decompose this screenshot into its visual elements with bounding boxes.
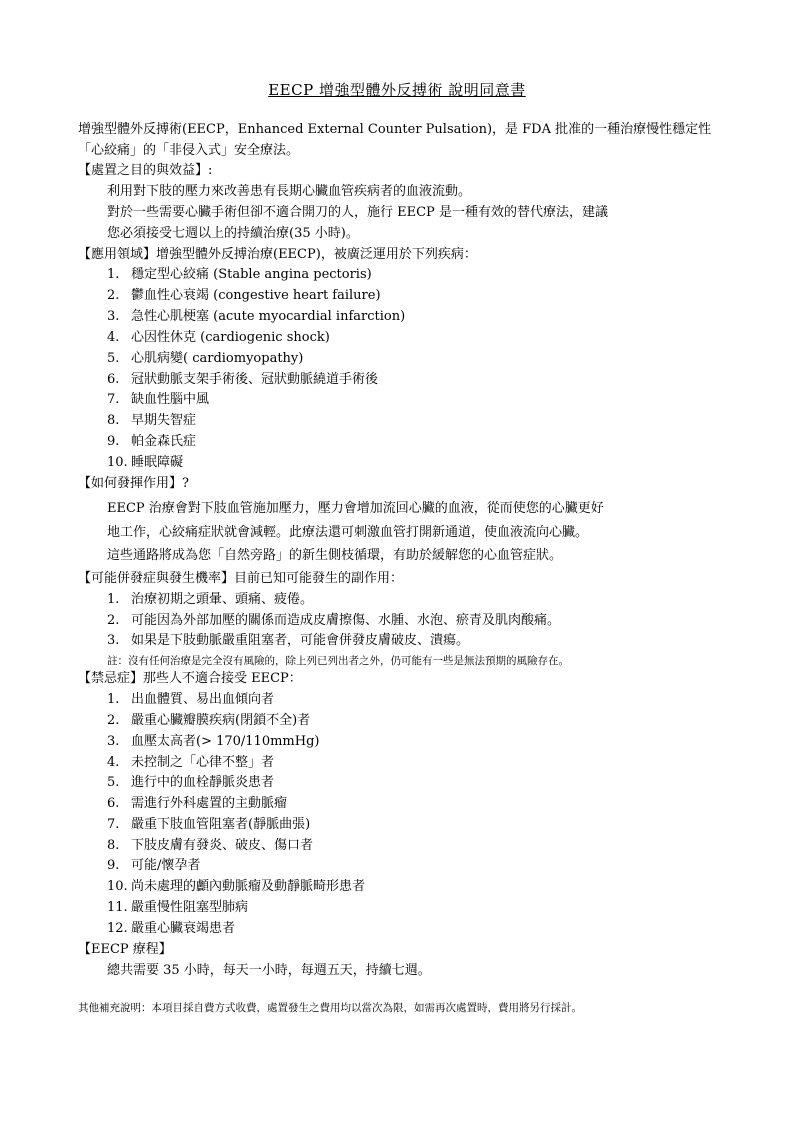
purpose-line: 您必須接受七週以上的持續治療(35 小時)。 xyxy=(107,226,359,241)
item-text: 血壓太高者(> 170/110mmHg) xyxy=(131,734,320,749)
item-number: 2. xyxy=(107,613,120,628)
item-number: 11. xyxy=(107,900,128,915)
application-item xyxy=(107,411,196,431)
application-item xyxy=(107,453,183,473)
application-item xyxy=(107,349,303,369)
item-text: 治療初期之頭暈、頭痛、疲倦。 xyxy=(131,592,314,607)
item-text: 心因性休克 (cardiogenic shock) xyxy=(131,330,330,345)
document-title: EECP 增強型體外反搏術 說明同意書 xyxy=(268,81,526,99)
contraindication-item xyxy=(107,836,313,856)
applications-heading: 【應用領域】增強型體外反搏治療(EECP)，被廣泛運用於下列疾病： xyxy=(78,247,477,262)
item-number: 2. xyxy=(107,288,120,303)
footnote: 其他補充說明：本項目採自費方式收費，處置發生之費用均以當次為限，如需再次處置時，費用將另行採計。 xyxy=(78,1002,582,1014)
item-number: 3. xyxy=(107,734,120,749)
risk-note: 註：沒有任何治療是完全沒有風險的，除上列已列出者之外，仍可能有一些是無法預期的風險存在。 xyxy=(107,655,569,667)
complication-item xyxy=(107,631,469,651)
application-item xyxy=(107,328,330,348)
mechanism-line: EECP 治療會對下肢血管施加壓力，壓力會增加流回心臟的血液，從而使您的心臟更好 xyxy=(107,501,604,516)
item-number: 3. xyxy=(107,309,120,324)
item-number: 1. xyxy=(107,592,120,607)
item-text: 未控制之「心律不整」者 xyxy=(131,755,275,770)
item-number: 7. xyxy=(107,392,120,407)
contraindication-item xyxy=(107,877,365,897)
contraindication-item xyxy=(107,856,200,876)
item-number: 10. xyxy=(107,879,128,894)
item-number: 8. xyxy=(107,413,120,428)
item-number: 9. xyxy=(107,434,120,449)
purpose-line: 對於一些需要心臟手術但卻不適合開刀的人，施行 EECP 是一種有效的替代療法，建議 xyxy=(107,205,608,220)
contraindication-item xyxy=(107,919,235,939)
item-number: 8. xyxy=(107,838,120,853)
item-number: 4. xyxy=(107,330,120,345)
item-number: 5. xyxy=(107,775,120,790)
application-item xyxy=(107,390,209,410)
item-text: 尚未處理的顱內動脈瘤及動靜脈畸形患者 xyxy=(131,879,366,894)
purpose-line: 利用對下肢的壓力來改善患有長期心臟血管疾病者的血液流動。 xyxy=(107,184,472,199)
item-number: 2. xyxy=(107,713,120,728)
item-text: 可能/懷孕者 xyxy=(131,858,201,873)
complication-item xyxy=(107,590,313,610)
item-text: 需進行外科處置的主動脈瘤 xyxy=(131,796,288,811)
course-line: 總共需要 35 小時，每天一小時，每週五天，持續七週。 xyxy=(107,963,431,978)
item-text: 早期失智症 xyxy=(131,413,197,428)
application-item xyxy=(107,307,405,327)
contraindications-heading: 【禁忌症】那些人不適合接受 EECP： xyxy=(78,671,302,686)
item-number: 1. xyxy=(107,267,120,282)
purpose-heading: 【處置之目的與效益】: xyxy=(78,163,213,178)
item-text: 下肢皮膚有發炎、破皮、傷口者 xyxy=(131,838,314,853)
item-text: 如果是下肢動脈嚴重阻塞者，可能會併發皮膚破皮、潰瘍。 xyxy=(131,633,470,648)
item-text: 穩定型心絞痛 (Stable angina pectoris) xyxy=(131,267,372,282)
item-number: 1. xyxy=(107,692,120,707)
item-number: 6. xyxy=(107,796,120,811)
item-number: 7. xyxy=(107,817,120,832)
item-text: 可能因為外部加壓的關係而造成皮膚擦傷、水腫、水泡、瘀青及肌肉酸痛。 xyxy=(131,613,561,628)
item-text: 進行中的血栓靜脈炎患者 xyxy=(131,775,275,790)
item-text: 嚴重心臟衰竭患者 xyxy=(131,921,236,936)
application-item xyxy=(107,265,372,285)
item-number: 10. xyxy=(107,455,128,470)
mechanism-line: 這些通路將成為您「自然旁路」的新生側枝循環，有助於緩解您的心血管症狀。 xyxy=(107,548,563,563)
item-number: 12. xyxy=(107,921,128,936)
contraindication-item xyxy=(107,815,310,835)
item-text: 嚴重慢性阻塞型肺病 xyxy=(131,900,249,915)
complications-heading: 【可能併發症與發生機率】目前已知可能發生的副作用： xyxy=(78,571,404,586)
item-number: 6. xyxy=(107,372,120,387)
contraindication-item xyxy=(107,732,320,752)
item-text: 嚴重下肢血管阻塞者(靜脈曲張) xyxy=(131,817,311,832)
item-number: 4. xyxy=(107,755,120,770)
contraindication-item xyxy=(107,711,310,731)
item-text: 缺血性腦中風 xyxy=(131,392,210,407)
application-item xyxy=(107,370,378,390)
item-text: 嚴重心臟瓣膜疾病(閉鎖不全)者 xyxy=(131,713,311,728)
item-number: 9. xyxy=(107,858,120,873)
complication-item xyxy=(107,611,560,631)
contraindication-item xyxy=(107,773,274,793)
contraindication-item xyxy=(107,690,274,710)
item-number: 3. xyxy=(107,633,120,648)
mechanism-heading: 【如何發揮作用】? xyxy=(78,476,189,491)
contraindication-item xyxy=(107,753,274,773)
application-item xyxy=(107,286,381,306)
item-text: 心肌病變( cardiomyopathy) xyxy=(131,351,304,366)
item-text: 鬱血性心衰竭 (congestive heart failure) xyxy=(131,288,381,303)
course-heading: 【EECP 療程】 xyxy=(78,942,172,957)
contraindication-item xyxy=(107,898,248,918)
application-item xyxy=(107,432,196,452)
item-text: 出血體質、易出血傾向者 xyxy=(131,692,275,707)
item-text: 帕金森氏症 xyxy=(131,434,197,449)
mechanism-line: 地工作，心絞痛症狀就會減輕。此療法還可刺激血管打開新通道，使血液流向心臟。 xyxy=(107,525,589,540)
item-text: 急性心肌梗塞 (acute myocardial infarction) xyxy=(131,309,406,324)
item-text: 睡眠障礙 xyxy=(131,455,184,470)
item-number: 5. xyxy=(107,351,120,366)
contraindication-item xyxy=(107,794,287,814)
item-text: 冠狀動脈支架手術後、冠狀動脈繞道手術後 xyxy=(131,372,379,387)
intro-paragraph: 增強型體外反搏術(EECP，Enhanced External Counter Pulsation)，是 FDA 批准的一種治療慢性穩定性「心絞痛」的「非侵入式」安全療法。 xyxy=(78,122,712,158)
